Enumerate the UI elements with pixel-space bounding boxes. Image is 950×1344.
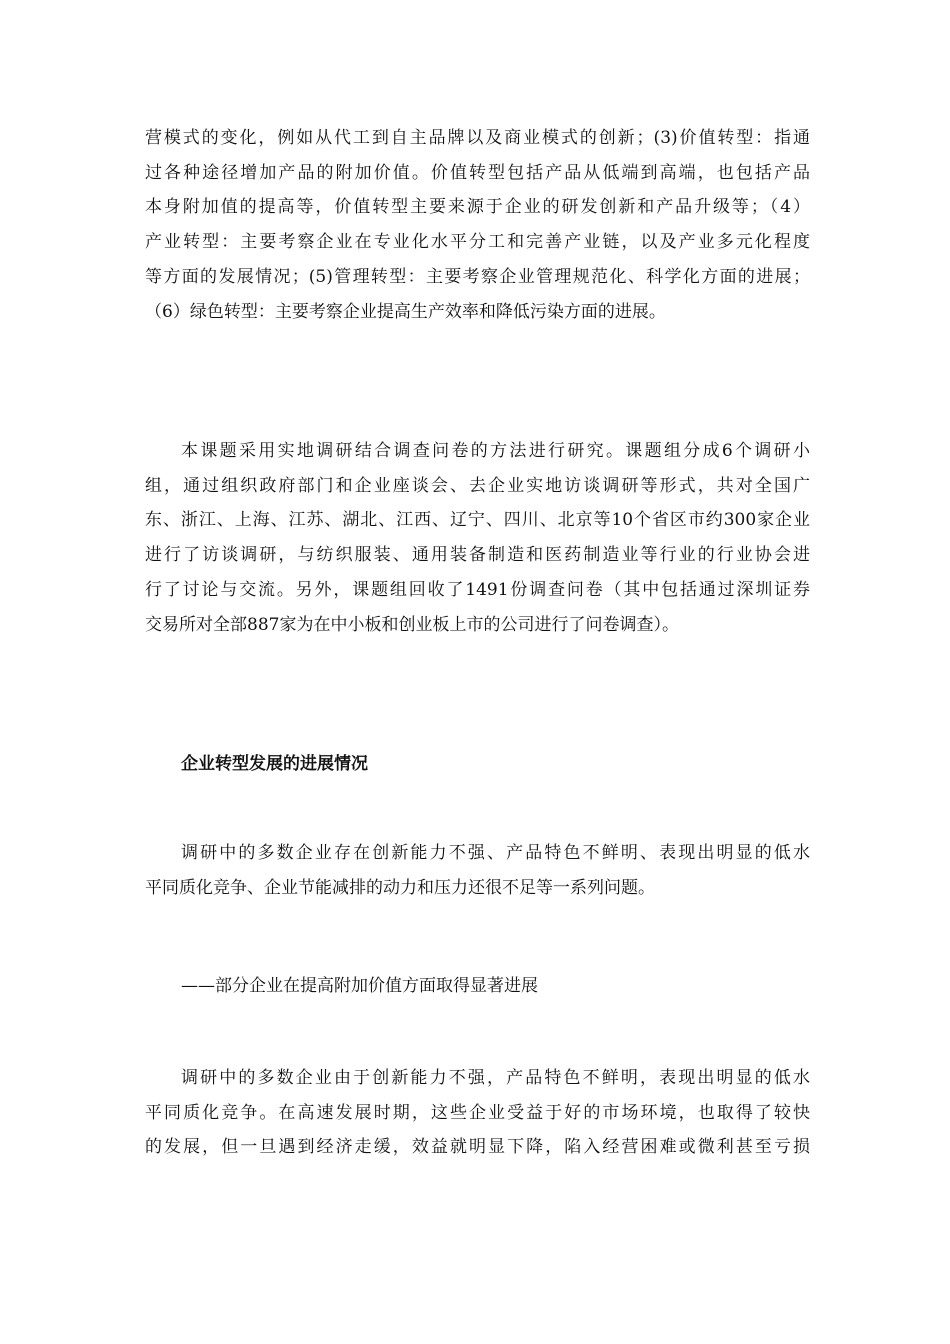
section-subheading: ——部分企业在提高附加价值方面取得显著进展	[181, 976, 538, 996]
paragraph-line: 的发展，但一旦遇到经济走缓，效益就明显下降，陷入经营困难或微利甚至亏损	[145, 1137, 810, 1158]
paragraph-line: 交易所对全部887家为在中小板和创业板上市的公司进行了问卷调查）。	[145, 614, 679, 635]
paragraph-line: 本课题采用实地调研结合调查问卷的方法进行研究。课题组分成6个调研小	[181, 441, 810, 461]
paragraph-line: 产业转型：主要考察企业在专业化水平分工和完善产业链，以及产业多元化程度	[145, 232, 810, 253]
paragraph-line: （6）绿色转型：主要考察企业提高生产效率和降低污染方面的进展。	[145, 301, 666, 322]
section-heading: 企业转型发展的进展情况	[181, 754, 368, 774]
paragraph-research-method	[145, 434, 810, 642]
paragraph-line: 东、浙江、上海、江苏、湖北、江西、辽宁、四川、北京等10个省区市约300家企业	[145, 510, 810, 531]
paragraph-line: 等方面的发展情况；(5)管理转型：主要考察企业管理规范化、科学化方面的进展；	[145, 266, 810, 287]
paragraph-line: 调研中的多数企业存在创新能力不强、产品特色不鲜明、表现出明显的低水	[181, 843, 810, 863]
paragraph-added-value	[145, 1061, 810, 1165]
paragraph-line: 营模式的变化，例如从代工到自主品牌以及商业模式的创新；(3)价值转型：指通	[145, 128, 810, 148]
paragraph-problems	[145, 836, 810, 905]
paragraph-line: 过各种途径增加产品的附加价值。价值转型包括产品从低端到高端，也包括产品	[145, 162, 810, 183]
paragraph-line: 进行了访谈调研，与纺织服装、通用装备制造和医药制造业等行业的行业协会进	[145, 545, 810, 566]
paragraph-line: 平同质化竞争。在高速发展时期，这些企业受益于好的市场环境，也取得了较快	[145, 1102, 810, 1123]
paragraph-line: 平同质化竞争、企业节能减排的动力和压力还很不足等一系列问题。	[145, 877, 655, 898]
paragraph-line: 组，通过组织政府部门和企业座谈会、去企业实地访谈调研等形式，共对全国广	[145, 475, 810, 496]
paragraph-line: 行了讨论与交流。另外，课题组回收了1491份调查问卷（其中包括通过深圳证券	[145, 579, 810, 600]
paragraph-line: 本身附加值的提高等，价值转型主要来源于企业的研发创新和产品升级等；（4）	[145, 197, 810, 218]
paragraph-transformation-types	[145, 121, 810, 329]
paragraph-line: 调研中的多数企业由于创新能力不强，产品特色不鲜明，表现出明显的低水	[181, 1068, 810, 1088]
